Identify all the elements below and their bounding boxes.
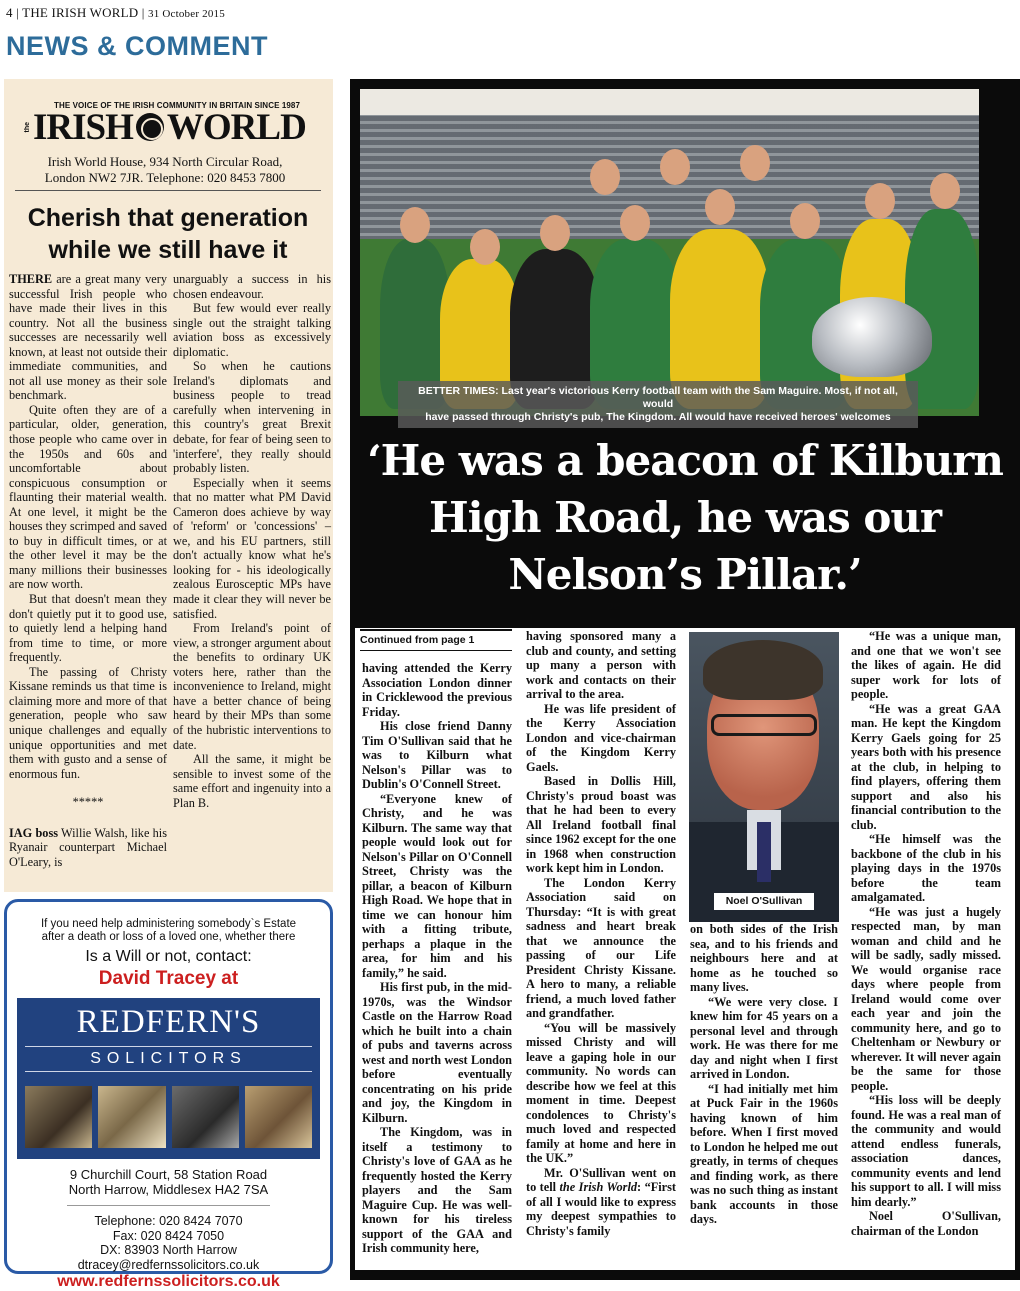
dx-number: DX: 83903 North Harrow xyxy=(100,1243,237,1257)
handshake-image xyxy=(25,1086,92,1148)
firm-name: REDFERN'S xyxy=(76,1004,261,1040)
separator: ***** xyxy=(72,795,104,810)
advert-images xyxy=(25,1086,312,1148)
paragraph: So when he cautions Ireland's diplomats and business people to tread carefully when intervening in this country's great Brexit debate, for fear of being seen to 'interfere', they really should probably listen. xyxy=(173,359,331,476)
divider xyxy=(67,1205,270,1206)
team-photo xyxy=(360,89,979,416)
caption-line: BETTER TIMES: Last year's victorious Kerry football team with the Sam Maguire. Most, if not all, would xyxy=(418,385,898,410)
firm-type: SOLICITORS xyxy=(90,1050,247,1067)
folio: 4 | THE IRISH WORLD | 31 October 2015 xyxy=(6,5,225,20)
paragraph-text: Mr. O'Sullivan went on to tell xyxy=(526,1165,676,1194)
firm-logo xyxy=(17,998,320,1159)
masthead-logo xyxy=(24,108,306,146)
lead-word: IAG boss xyxy=(9,825,59,840)
headline-line: High Road, he was our xyxy=(428,493,942,542)
address-line: Irish World House, 934 North Circular Road, xyxy=(47,154,283,169)
portrait-tie xyxy=(757,822,771,882)
advert-contact-name: David Tracey at xyxy=(98,968,239,989)
paragraph: Based in Dollis Hill, Christy's proud boast was that he had been to every All Ireland football final since 1962 except for the one in 1968 when construction work kept him in London. xyxy=(526,774,676,875)
address-line: North Harrow, Middlesex HA2 7SA xyxy=(68,1182,269,1197)
divider xyxy=(15,190,321,191)
paragraph: “He was a unique man, and one that we won't see the likes of again. He did super work for lots of people. xyxy=(851,629,1001,701)
article-column-4 xyxy=(851,629,1001,1238)
address-line: London NW2 7JR. Telephone: 020 8453 7800 xyxy=(44,170,286,185)
player-head xyxy=(740,145,770,181)
headline-line: Nelson’s Pillar.’ xyxy=(508,550,862,599)
glasses-icon xyxy=(711,714,817,736)
player-head xyxy=(865,183,895,219)
address-line: 9 Churchill Court, 58 Station Road xyxy=(69,1167,268,1182)
paragraph: But few would ever really single out the straight talking aviation boss as excessively diplomatic. xyxy=(173,301,331,359)
masthead-world: WORLD xyxy=(166,106,306,148)
paragraph: Quite often they are of a particular, older, generation, those people who came over in the 1950s and 60s and uncomfortable about conspicuous consumption or flaunting their material wealth. At one level, it might be the houses they scrimped and saved to buy in difficult times, or at the other level it may be the many millions their businesses are now worth. xyxy=(9,402,167,592)
masthead-the: the xyxy=(24,121,31,133)
divider xyxy=(25,1071,312,1072)
paragraph: having attended the Kerry Association London dinner in Cricklewood the previous Friday. xyxy=(362,661,512,719)
paragraph: He was life president of the Kerry Association London and vice-chairman of the Kingdom Kerry Gaels. xyxy=(526,701,676,774)
portrait-hair xyxy=(703,640,823,700)
issue-date: 31 October 2015 xyxy=(148,8,225,20)
player-head xyxy=(660,149,690,185)
photo-caption xyxy=(398,381,918,428)
editorial-column-2 xyxy=(173,272,331,810)
advert-website[interactable]: www.redfernssolicitors.co.uk xyxy=(57,1273,280,1290)
article-column-1 xyxy=(362,661,512,1256)
article-column-3 xyxy=(690,922,838,1227)
paragraph: “He was a great GAA man. He kept the Kingdom Kerry Gaels going for 25 years both with his presence at the club, in helping to find players, offering them support and also his financial contribution to the club. xyxy=(851,701,1001,832)
main-headline xyxy=(360,432,1010,603)
divider xyxy=(25,1046,312,1047)
continued-label: Continued from page 1 xyxy=(360,629,512,651)
paragraph: unarguably a success in his chosen endeavour. xyxy=(173,272,331,301)
paragraph: From Ireland's point of view, a stronger argument about the benefits to ordinary UK voters here, rather than the inconvenience to Ireland, might have a better chance of being heard by their MPs than some of the hubristic interventions to date. xyxy=(173,621,331,752)
advert-address xyxy=(7,1167,330,1197)
paragraph: But that doesn't mean they don't quietly put it to good use, to quietly lend a helping hand from time to time, or more frequently. xyxy=(9,592,167,665)
editorial-headline: Cherish that generation while we still have it xyxy=(27,204,309,264)
fax: Fax: 020 8424 7050 xyxy=(112,1228,225,1243)
player-head xyxy=(470,229,500,265)
player-head xyxy=(930,173,960,209)
paragraph: having sponsored many a club and county, and setting up many a person with work and contacts on their arrival to the area. xyxy=(526,629,676,701)
paragraph: His first pub, in the mid-1970s, was the Windsor Castle on the Harrow Road which he built into a chain of pubs and taverns across west and north west London before eventually concentrating on his pride and joy, the Kingdom in Kilburn. xyxy=(362,980,512,1125)
globe-icon xyxy=(136,113,164,141)
paragraph: All the same, it might be sensible to invest some of the same effort and ingenuity into a Plan B. xyxy=(173,752,331,810)
paragraph: Noel O'Sullivan, chairman of the London xyxy=(851,1209,1001,1238)
masthead-tagline: THE VOICE OF THE IRISH COMMUNITY IN BRITAIN SINCE 1987 xyxy=(54,101,301,110)
paragraph: The Kingdom, was in itself a testimony to Christy's love of GAA as he frequently hosted the Kerry players and the Sam Maguire Cup. He was well-known for his tireless support of the GAA and Irish community here, xyxy=(362,1125,512,1255)
advert-intro: If you need help administering somebody`s Estate after a death or loss of a loved one, whether there xyxy=(40,918,297,943)
player-head xyxy=(790,203,820,239)
paragraph-text: are a great many very successful Irish people who have made their lives in this country. Not all the business successes are necessarily well known, at least not outside their immediate communities, and not all use money as their sole benchmark. xyxy=(9,272,167,403)
paper-name: THE IRISH WORLD xyxy=(22,5,139,20)
publication-name: the Irish World xyxy=(559,1180,638,1194)
paragraph: “Everyone knew of Christy, and he was Kilburn. The same way that people would look out for Nelson's Pillar on O'Connell Street, Christy was the pillar, a beacon of Kilburn High Road. We hope that in time we can honour him with a fitting tribute, perhaps a plaque in the area, for him and his family,” he said. xyxy=(362,791,512,980)
pen-image xyxy=(245,1086,312,1148)
solicitor-advert xyxy=(4,899,333,1290)
player-head xyxy=(705,189,735,225)
paragraph-text: Willie Walsh, like his Ryanair counterpart Michael O'Leary, is xyxy=(9,825,167,869)
paragraph: “He himself was the backbone of the club in his playing days in the 1970s before the team amalgamated. xyxy=(851,832,1001,904)
stadium-roof xyxy=(360,89,979,115)
document-image xyxy=(98,1086,165,1148)
page-number: 4 xyxy=(6,5,13,20)
advert-will-line: Is a Will or not, contact: xyxy=(85,948,252,965)
paragraph: The London Kerry Association said on Thursday: “It is with great sadness and heart break that we announce the passing of our Life President Christy Kissane. A hero to many, a reliable friend, a much loved father and grandfather. xyxy=(526,875,676,1020)
paragraph: “I had initially met him at Puck Fair in the 1960s having known of him before. When I first moved to London he helped me out greatly, in terms of cheques and finding work, as there was no such thing as instant bank accounts in those days. xyxy=(690,1081,838,1226)
player-head xyxy=(540,215,570,251)
paragraph: His close friend Danny Tim O'Sullivan said that he was to Kilburn what Nelson's Pillar was to Dublin's O'Connell Street. xyxy=(362,719,512,791)
paragraph: “His loss will be deeply found. He was a real man of the community and would attend endless funerals, association dances, community events and lend his support to all. I will miss him dearly.” xyxy=(851,1093,1001,1209)
telephone: Telephone: 020 8424 7070 xyxy=(94,1214,243,1228)
paragraph: on both sides of the Irish sea, and to his friends and neighbours here and at home as he touched so many lives. xyxy=(690,922,838,994)
portrait-caption: Noel O'Sullivan xyxy=(714,893,814,910)
lead-word: THERE xyxy=(9,272,53,286)
paragraph: Especially when it seems that no matter what PM David Cameron does achieve by way of 'reform' or 'concessions' – we, and his EU partners, still don't actually know what he's looking for - his ideologically zealous Eurosceptic MPs have made it clear they will never be satisfied. xyxy=(173,475,331,621)
player-head xyxy=(620,205,650,241)
paragraph xyxy=(9,272,167,403)
caption-line: have passed through Christy's pub, The Kingdom. All would have received heroes' welcomes xyxy=(425,411,891,423)
paragraph: “He was just a hugely respected man, by man woman and child and he will be sadly, sadly missed. We would organise race days where people from Ireland would come over each year and join the community here, and go to Cheltenham or Newbury or wherever. It will never again be the same for those people. xyxy=(851,904,1001,1093)
editorial-column-1 xyxy=(9,272,167,869)
player-head xyxy=(400,207,430,243)
paragraph xyxy=(526,1166,676,1239)
scales-image xyxy=(172,1086,239,1148)
paragraph: “You will be massively missed Christy and will leave a gaping hole in our community. No words can describe how we feel at this moment in time. Deepest condolences to Christy's much loved and respected family at home and here in the UK.” xyxy=(526,1020,676,1165)
portrait-photo xyxy=(689,632,839,915)
advert-contacts xyxy=(7,1214,330,1272)
paragraph: “We were very close. I knew him for 45 years on a personal level and through work. He was there for me day and night when I first arrived in London. xyxy=(690,994,838,1081)
paragraph xyxy=(9,826,167,870)
editorial-address xyxy=(20,154,310,186)
player-head xyxy=(590,159,620,195)
paragraph-text: : “First of all I would like to express my deepest sympathies to Christy's family xyxy=(526,1180,676,1238)
headline-line: ‘He was a beacon of Kilburn xyxy=(367,436,1003,485)
paragraph: The passing of Christy Kissane reminds us that time is claiming more and more of that generation, people who saw unique challenges and equally unique opportunities and met them with gusto and a sense of enormous fun. xyxy=(9,664,167,781)
sam-maguire-cup xyxy=(812,297,932,377)
masthead-irish: IRISH xyxy=(33,106,133,148)
section-title: NEWS & COMMENT xyxy=(6,31,268,61)
article-column-2 xyxy=(526,629,676,1238)
email[interactable]: dtracey@redfernssolicitors.co.uk xyxy=(77,1257,260,1272)
